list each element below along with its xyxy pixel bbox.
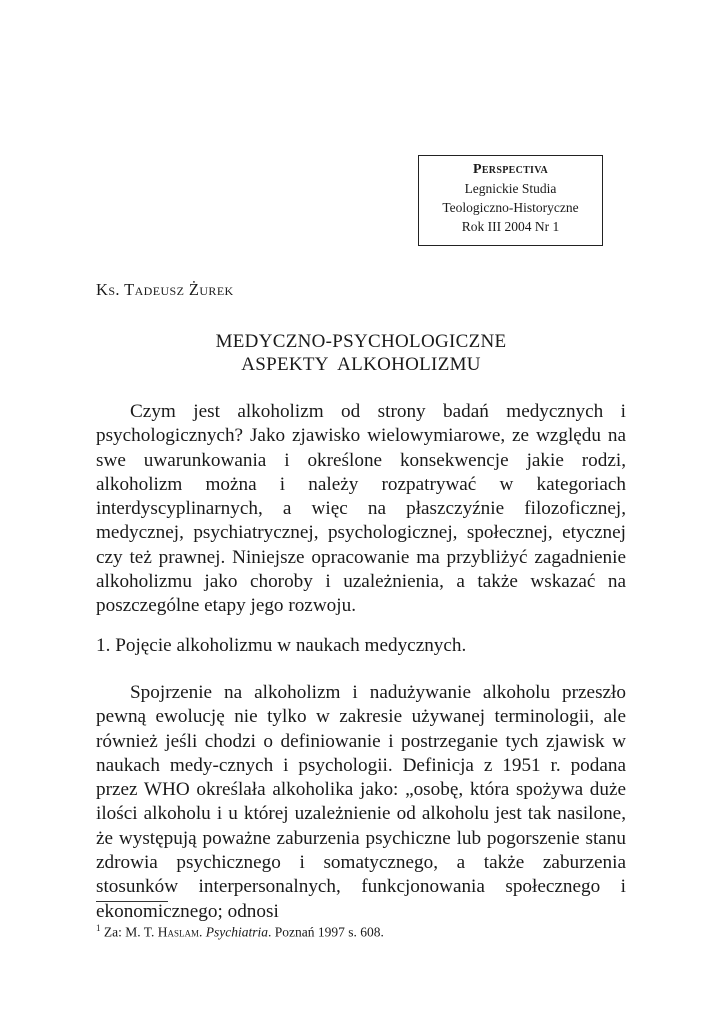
journal-info-box <box>418 155 603 246</box>
footnote: $^1$ Za: M. T. Haslam. Psychiatria. Poznań 1997 s. 608. <box>96 923 384 940</box>
footnote-prefix: Za: M. T. <box>103 924 155 940</box>
footnote-marker: 1 <box>96 923 101 933</box>
intro-paragraph: Czym jest alkoholizm od strony badań medycznych i psychologicznych? Jako zjawisko wielowymiarowe, ze względu na swe uwarunkowania i określone konsekwencje jakie rodzi, alkoholizm można i należy rozpatrywać w kategoriach interdyscyplinarnych, a więc na płaszczyźnie filozoficznej, medycznej, psychiatrycznej, psychologicznej, społecznej, etycznej czy też prawnej. Niniejsze opracowanie ma przybliżyć zagadnienie alkoholizmu jako choroby i uzależnienia, a także wskazać na poszczególne etapy jego rozwoju. <box>96 401 626 617</box>
article-title <box>96 330 626 376</box>
footnote-divider <box>96 901 168 902</box>
author-name: Ks. Tadeusz Żurek <box>96 280 234 299</box>
footnote-author: Haslam <box>157 924 200 940</box>
journal-subtitle-1: Legnickie Studia <box>464 181 557 196</box>
journal-issue: Rok III 2004 Nr 1 <box>461 219 560 234</box>
section-heading: 1. Pojęcie alkoholizmu w naukach medycznych. <box>96 635 467 656</box>
footnote-rest: . Poznań 1997 s. 608. <box>268 924 384 940</box>
section-paragraph: Spojrzenie na alkoholizm i nadużywanie alkoholu przeszło pewną ewolucję nie tylko w zakresie używanej terminologii, ale również jeśli chodzi o definiowanie i postrzeganie tych zjawisk w naukach medy-cznych i psychologii. Definicja z 1951 r. podana przez WHO określała alkoholika jako: „osobę, która spożywa duże ilości alkoholu i u której uzależnienie od alkoholu jest tak nasilone, że występują poważne zaburzenia psychiczne lub pogorszenie stanu zdrowia psychicznego i somatycznego, a także zaburzenia stosunków interpersonalnych, funkcjonowania społecznego i ekonomicznego; odnosi <box>96 682 626 922</box>
journal-subtitle-2: Teologiczno-Historyczne <box>442 200 579 215</box>
article-title-line-2: ASPEKTY ALKOHOLIZMU <box>241 354 481 375</box>
journal-title: Perspectiva <box>472 162 549 177</box>
article-title-line-1: MEDYCZNO-PSYCHOLOGICZNE <box>215 331 507 352</box>
footnote-work: Psychiatria <box>205 924 269 940</box>
